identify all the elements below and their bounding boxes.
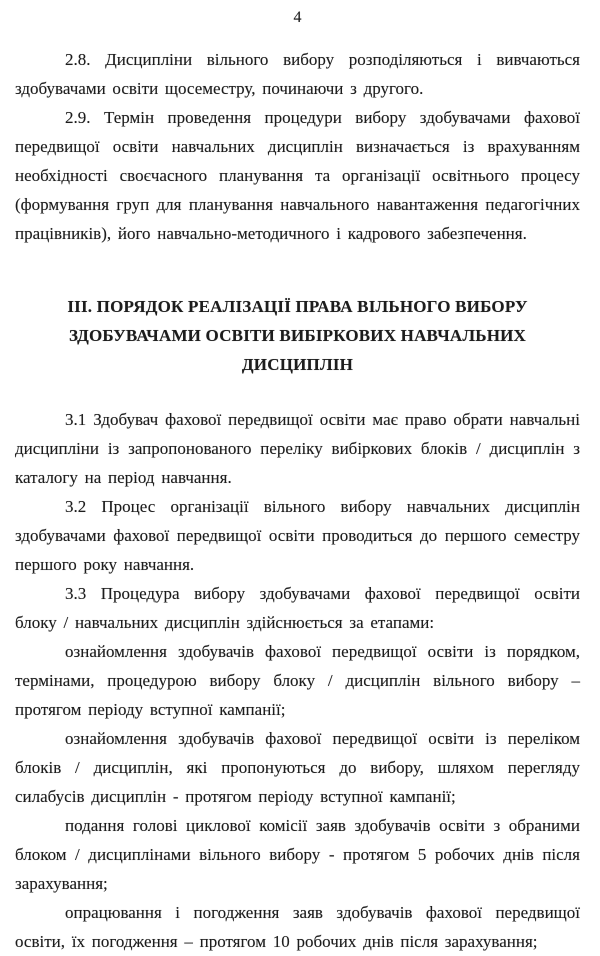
page-number: 4 [293, 9, 302, 26]
stage-item-application-approval: опрацювання і погодження заяв здобувачів фахової передвищої освіти, їх погодження – протягом 10 робочих днів після зарахування; [15, 903, 580, 951]
paragraph-2-9: 2.9. Термін проведення процедури вибору здобувачами фахової передвищої освіти навчальних дисциплін визначається із врахуванням необхідності своєчасного планування та організації освітнього процесу (формування груп для планування навчального навантаження педагогічних працівників), його навчально-методичного і кадрового забезпечення. [15, 108, 580, 243]
paragraph-3-2: 3.2 Процес організації вільного вибору навчальних дисциплін здобувачами фахової передвищої освіти проводиться до першого семестру першого року навчання. [15, 497, 580, 574]
paragraph-3-3: 3.3 Процедура вибору здобувачами фахової передвищої освіти блоку / навчальних дисциплін здійснюється за етапами: [15, 584, 580, 632]
stage-item-familiarization-procedure: ознайомлення здобувачів фахової передвищої освіти із порядком, термінами, процедурою вибору блоку / дисциплін вільного вибору – протягом періоду вступної кампанії; [15, 642, 580, 719]
section-heading-line-2: ЗДОБУВАЧАМИ ОСВІТИ ВИБІРКОВИХ НАВЧАЛЬНИХ ДИСЦИПЛІН [68, 326, 527, 374]
paragraph-2-8: 2.8. Дисципліни вільного вибору розподіляються і вивчаються здобувачами освіти щосеместру, починаючи з другого. [15, 50, 580, 98]
section-heading [15, 292, 580, 379]
stage-item-application-submission: подання голові циклової комісії заяв здобувачів освіти з обраними блоком / дисциплінами вільного вибору - протягом 5 робочих днів після зарахування; [15, 816, 580, 893]
paragraph-3-1: 3.1 Здобувач фахової передвищої освіти має право обрати навчальні дисципліни із запропонованого переліку вибіркових блоків / дисциплін з каталогу на період навчання. [15, 410, 580, 487]
stage-item-familiarization-list: ознайомлення здобувачів фахової передвищої освіти із переліком блоків / дисциплін, які пропонуються до вибору, шляхом перегляду силабусів дисциплін - протягом періоду вступної кампанії; [15, 729, 580, 806]
section-heading-line-1: ІІІ. ПОРЯДОК РЕАЛІЗАЦІЇ ПРАВА ВІЛЬНОГО ВИБОРУ [67, 297, 528, 316]
